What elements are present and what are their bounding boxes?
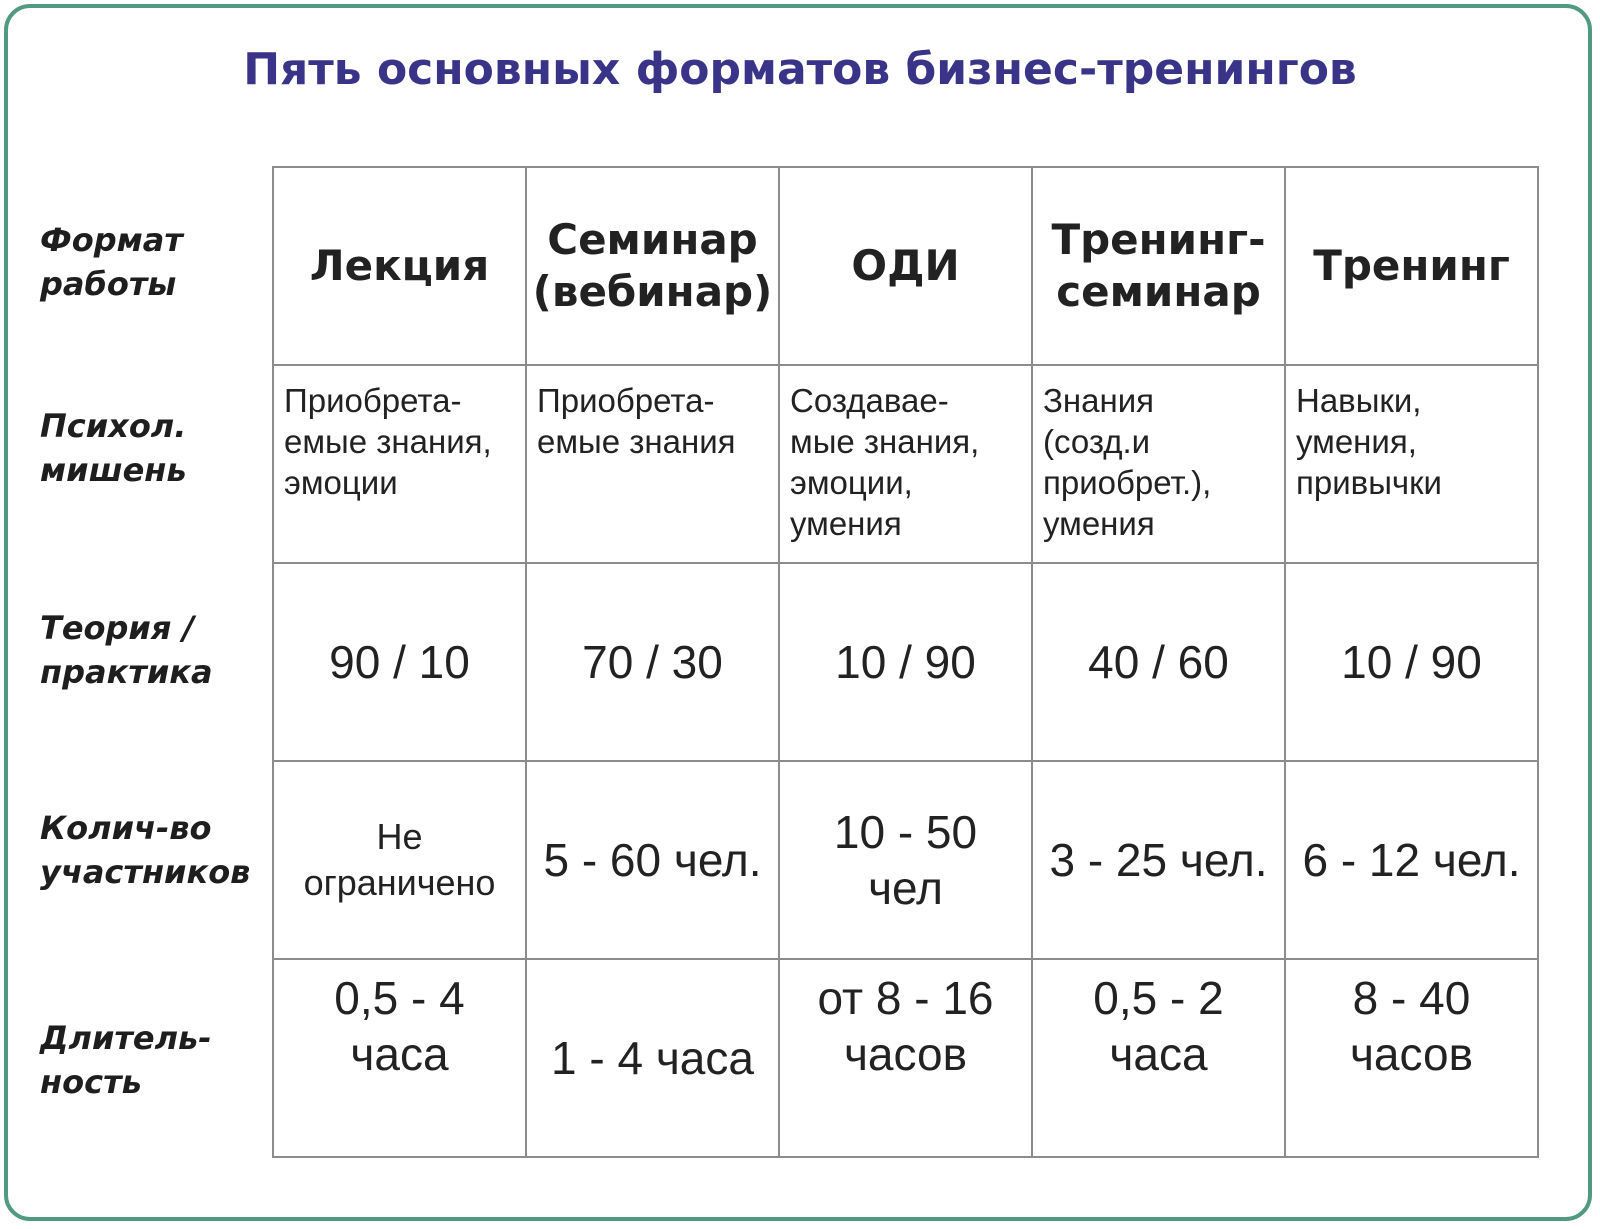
formats-table bbox=[272, 166, 1539, 1158]
psy-cell: Приобрета- емые знания bbox=[526, 365, 779, 563]
page-title: Пять основных форматов бизнес-тренингов bbox=[243, 44, 1357, 95]
count-cell: 6 - 12 чел. bbox=[1285, 761, 1538, 959]
table-row-count bbox=[273, 761, 1538, 959]
duration-cell: 1 - 4 часа bbox=[526, 959, 779, 1157]
psy-cell: Приобрета- емые знания, эмоции bbox=[273, 365, 526, 563]
table-row-format bbox=[273, 167, 1538, 365]
theory-cell: 10 / 90 bbox=[779, 563, 1032, 761]
duration-cell: от 8 - 16 часов bbox=[779, 959, 1032, 1157]
count-cell: 3 - 25 чел. bbox=[1032, 761, 1285, 959]
theory-cell: 90 / 10 bbox=[273, 563, 526, 761]
table-row-theory bbox=[273, 563, 1538, 761]
psy-cell: Навыки, умения, привычки bbox=[1285, 365, 1538, 563]
column-header: Тренинг- семинар bbox=[1032, 167, 1285, 365]
psy-cell: Создавае- мые знания, эмоции, умения bbox=[779, 365, 1032, 563]
row-label-count: Колич-во участников bbox=[40, 809, 251, 891]
duration-cell: 0,5 - 4 часа bbox=[273, 959, 526, 1157]
theory-cell: 40 / 60 bbox=[1032, 563, 1285, 761]
row-label-theory: Теория / практика bbox=[40, 609, 213, 691]
table-row-psy bbox=[273, 365, 1538, 563]
row-label-psy: Психол. мишень bbox=[40, 407, 187, 489]
theory-cell: 70 / 30 bbox=[526, 563, 779, 761]
duration-cell: 0,5 - 2 часа bbox=[1032, 959, 1285, 1157]
count-cell: 5 - 60 чел. bbox=[526, 761, 779, 959]
table-row-duration bbox=[273, 959, 1538, 1157]
duration-cell: 8 - 40 часов bbox=[1285, 959, 1538, 1157]
row-label-format: Формат работы bbox=[40, 221, 183, 303]
column-header: Лекция bbox=[273, 167, 526, 365]
count-cell: Не ограничено bbox=[273, 761, 526, 959]
column-header: Тренинг bbox=[1285, 167, 1538, 365]
row-label-duration: Длитель- ность bbox=[40, 1019, 212, 1101]
psy-cell: Знания (созд.и приобрет.), умения bbox=[1032, 365, 1285, 563]
column-header: ОДИ bbox=[779, 167, 1032, 365]
theory-cell: 10 / 90 bbox=[1285, 563, 1538, 761]
count-cell: 10 - 50 чел bbox=[779, 761, 1032, 959]
column-header: Семинар (вебинар) bbox=[526, 167, 779, 365]
